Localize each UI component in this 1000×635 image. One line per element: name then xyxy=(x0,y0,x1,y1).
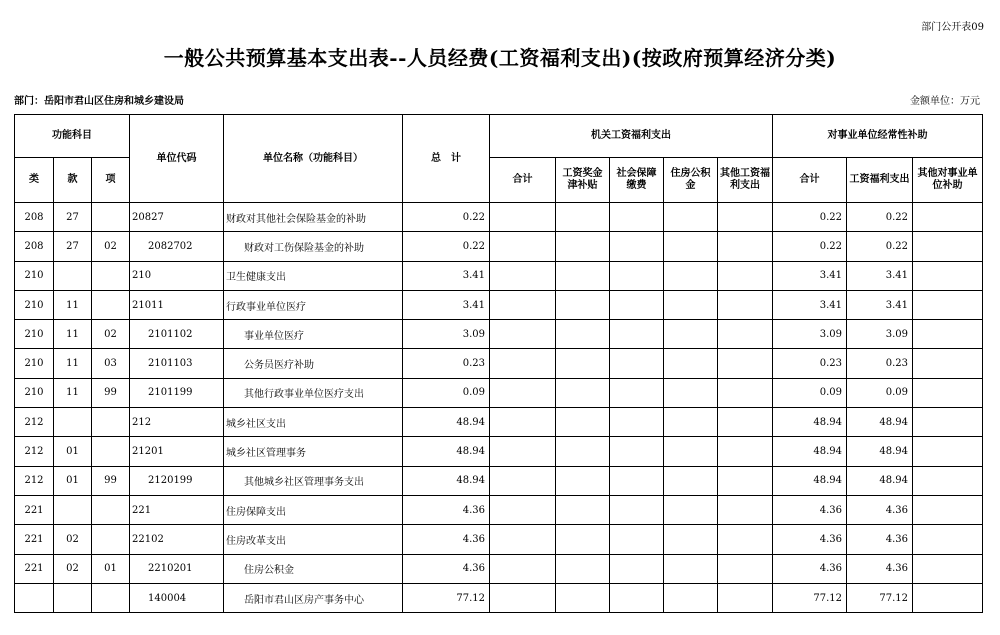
cell-unit-code: 2120199 xyxy=(130,466,224,495)
cell-xiang xyxy=(92,261,130,290)
cell-organ-salary xyxy=(556,525,610,554)
cell-unit-name: 住房公积金 xyxy=(224,554,403,583)
cell-organ-other xyxy=(718,583,773,612)
cell-xiang xyxy=(92,290,130,319)
table-row xyxy=(15,261,983,290)
cell-organ-salary xyxy=(556,261,610,290)
cell-organ-social xyxy=(610,349,664,378)
cell-inst-other xyxy=(913,466,983,495)
cell-total: 4.36 xyxy=(403,525,490,554)
cell-organ-housing xyxy=(664,349,718,378)
cell-organ-salary xyxy=(556,290,610,319)
cell-organ-total xyxy=(490,583,556,612)
cell-unit-code: 210 xyxy=(130,261,224,290)
header-organ-group: 机关工资福利支出 xyxy=(490,115,773,158)
cell-lei: 210 xyxy=(15,349,54,378)
cell-kuan xyxy=(54,408,92,437)
cell-inst-welfare: 3.41 xyxy=(847,261,913,290)
table-row xyxy=(15,495,983,524)
cell-lei: 208 xyxy=(15,232,54,261)
cell-xiang xyxy=(92,408,130,437)
cell-inst-total: 48.94 xyxy=(773,466,847,495)
cell-inst-welfare: 0.22 xyxy=(847,203,913,232)
amount-unit-label: 金额单位：万元 xyxy=(910,96,980,107)
cell-organ-housing xyxy=(664,408,718,437)
cell-total: 48.94 xyxy=(403,437,490,466)
cell-lei: 210 xyxy=(15,290,54,319)
table-row xyxy=(15,232,983,261)
cell-lei xyxy=(15,583,54,612)
cell-organ-housing xyxy=(664,290,718,319)
cell-organ-salary xyxy=(556,320,610,349)
form-tag: 部门公开表09 xyxy=(921,22,984,33)
header-func-subject: 功能科目 xyxy=(15,115,130,158)
cell-inst-welfare: 3.41 xyxy=(847,290,913,319)
cell-organ-total xyxy=(490,466,556,495)
cell-lei: 212 xyxy=(15,466,54,495)
cell-organ-housing xyxy=(664,232,718,261)
cell-total: 0.22 xyxy=(403,232,490,261)
cell-organ-housing xyxy=(664,203,718,232)
cell-organ-social xyxy=(610,232,664,261)
table-body xyxy=(15,203,983,613)
cell-organ-other xyxy=(718,203,773,232)
header-organ-social: 社会保障缴费 xyxy=(610,158,664,203)
cell-inst-welfare: 48.94 xyxy=(847,437,913,466)
cell-inst-other xyxy=(913,232,983,261)
cell-inst-other xyxy=(913,525,983,554)
cell-organ-social xyxy=(610,495,664,524)
cell-organ-salary xyxy=(556,554,610,583)
cell-total: 0.09 xyxy=(403,378,490,407)
cell-xiang xyxy=(92,495,130,524)
cell-kuan: 27 xyxy=(54,232,92,261)
cell-organ-salary xyxy=(556,437,610,466)
cell-unit-name: 其他城乡社区管理事务支出 xyxy=(224,466,403,495)
cell-xiang xyxy=(92,203,130,232)
cell-inst-welfare: 48.94 xyxy=(847,408,913,437)
cell-organ-social xyxy=(610,583,664,612)
cell-kuan: 11 xyxy=(54,378,92,407)
cell-lei: 210 xyxy=(15,261,54,290)
cell-inst-other xyxy=(913,320,983,349)
cell-unit-code: 212 xyxy=(130,408,224,437)
cell-organ-total xyxy=(490,554,556,583)
cell-xiang: 03 xyxy=(92,349,130,378)
header-inst-total: 合计 xyxy=(773,158,847,203)
cell-organ-housing xyxy=(664,378,718,407)
cell-inst-total: 0.09 xyxy=(773,378,847,407)
cell-unit-name: 公务员医疗补助 xyxy=(224,349,403,378)
cell-inst-welfare: 0.22 xyxy=(847,232,913,261)
department-label: 部门：岳阳市君山区住房和城乡建设局 xyxy=(14,96,184,107)
cell-kuan xyxy=(54,495,92,524)
header-inst-welfare: 工资福利支出 xyxy=(847,158,913,203)
table-row xyxy=(15,408,983,437)
cell-xiang: 02 xyxy=(92,320,130,349)
cell-organ-total xyxy=(490,437,556,466)
cell-inst-total: 0.22 xyxy=(773,232,847,261)
cell-organ-social xyxy=(610,261,664,290)
cell-organ-other xyxy=(718,525,773,554)
header-xiang: 项 xyxy=(92,158,130,203)
table-row xyxy=(15,554,983,583)
header-inst-group: 对事业单位经常性补助 xyxy=(773,115,983,158)
header-organ-housing: 住房公积金 xyxy=(664,158,718,203)
cell-inst-welfare: 4.36 xyxy=(847,495,913,524)
cell-inst-total: 0.23 xyxy=(773,349,847,378)
cell-organ-salary xyxy=(556,408,610,437)
cell-xiang: 99 xyxy=(92,378,130,407)
cell-unit-name: 财政对其他社会保险基金的补助 xyxy=(224,203,403,232)
cell-organ-salary xyxy=(556,495,610,524)
cell-inst-welfare: 4.36 xyxy=(847,554,913,583)
cell-lei: 210 xyxy=(15,320,54,349)
cell-inst-other xyxy=(913,554,983,583)
cell-inst-other xyxy=(913,349,983,378)
cell-xiang: 01 xyxy=(92,554,130,583)
cell-organ-social xyxy=(610,290,664,319)
cell-organ-other xyxy=(718,437,773,466)
cell-inst-welfare: 3.09 xyxy=(847,320,913,349)
cell-organ-social xyxy=(610,408,664,437)
cell-inst-total: 0.22 xyxy=(773,203,847,232)
cell-inst-other xyxy=(913,203,983,232)
cell-unit-name: 住房改革支出 xyxy=(224,525,403,554)
cell-lei: 221 xyxy=(15,554,54,583)
cell-organ-salary xyxy=(556,203,610,232)
cell-lei: 212 xyxy=(15,408,54,437)
page-title: 一般公共预算基本支出表--人员经费(工资福利支出)(按政府预算经济分类) xyxy=(163,46,837,70)
cell-kuan xyxy=(54,583,92,612)
cell-organ-total xyxy=(490,495,556,524)
cell-organ-other xyxy=(718,232,773,261)
cell-inst-other xyxy=(913,408,983,437)
header-lei: 类 xyxy=(15,158,54,203)
cell-inst-welfare: 0.09 xyxy=(847,378,913,407)
cell-lei: 221 xyxy=(15,525,54,554)
cell-unit-code: 21201 xyxy=(130,437,224,466)
cell-organ-salary xyxy=(556,583,610,612)
cell-inst-welfare: 48.94 xyxy=(847,466,913,495)
cell-inst-welfare: 4.36 xyxy=(847,525,913,554)
table-row xyxy=(15,290,983,319)
cell-unit-name: 城乡社区管理事务 xyxy=(224,437,403,466)
cell-organ-salary xyxy=(556,378,610,407)
cell-xiang xyxy=(92,437,130,466)
cell-organ-other xyxy=(718,261,773,290)
cell-kuan: 27 xyxy=(54,203,92,232)
cell-unit-name: 岳阳市君山区房产事务中心 xyxy=(224,583,403,612)
header-organ-salary: 工资奖金津补贴 xyxy=(556,158,610,203)
cell-total: 3.41 xyxy=(403,290,490,319)
cell-organ-housing xyxy=(664,437,718,466)
header-organ-other: 其他工资福利支出 xyxy=(718,158,773,203)
cell-kuan: 02 xyxy=(54,525,92,554)
cell-lei: 212 xyxy=(15,437,54,466)
cell-organ-social xyxy=(610,554,664,583)
cell-organ-total xyxy=(490,290,556,319)
cell-inst-total: 3.41 xyxy=(773,261,847,290)
cell-organ-housing xyxy=(664,495,718,524)
cell-unit-code: 2082702 xyxy=(130,232,224,261)
cell-xiang xyxy=(92,525,130,554)
cell-inst-total: 77.12 xyxy=(773,583,847,612)
header-inst-other: 其他对事业单位补助 xyxy=(913,158,983,203)
cell-total: 77.12 xyxy=(403,583,490,612)
header-total: 总 计 xyxy=(403,115,490,203)
cell-organ-housing xyxy=(664,525,718,554)
cell-organ-social xyxy=(610,378,664,407)
cell-inst-total: 48.94 xyxy=(773,437,847,466)
table-row xyxy=(15,466,983,495)
cell-unit-name: 财政对工伤保险基金的补助 xyxy=(224,232,403,261)
cell-inst-welfare: 0.23 xyxy=(847,349,913,378)
cell-total: 3.41 xyxy=(403,261,490,290)
cell-organ-housing xyxy=(664,320,718,349)
cell-unit-name: 其他行政事业单位医疗支出 xyxy=(224,378,403,407)
cell-xiang xyxy=(92,583,130,612)
cell-unit-name: 事业单位医疗 xyxy=(224,320,403,349)
table-row xyxy=(15,437,983,466)
cell-organ-total xyxy=(490,232,556,261)
cell-organ-housing xyxy=(664,466,718,495)
cell-kuan: 11 xyxy=(54,290,92,319)
cell-inst-other xyxy=(913,437,983,466)
cell-unit-code: 21011 xyxy=(130,290,224,319)
cell-inst-welfare: 77.12 xyxy=(847,583,913,612)
cell-organ-social xyxy=(610,320,664,349)
cell-organ-total xyxy=(490,320,556,349)
header-unit-code: 单位代码 xyxy=(130,115,224,203)
cell-unit-code: 2210201 xyxy=(130,554,224,583)
cell-organ-other xyxy=(718,408,773,437)
cell-organ-other xyxy=(718,495,773,524)
cell-xiang: 99 xyxy=(92,466,130,495)
cell-inst-total: 4.36 xyxy=(773,525,847,554)
cell-unit-code: 22102 xyxy=(130,525,224,554)
cell-lei: 221 xyxy=(15,495,54,524)
cell-inst-total: 3.09 xyxy=(773,320,847,349)
cell-inst-other xyxy=(913,495,983,524)
cell-organ-other xyxy=(718,290,773,319)
cell-organ-other xyxy=(718,466,773,495)
cell-total: 4.36 xyxy=(403,554,490,583)
cell-organ-total xyxy=(490,408,556,437)
cell-unit-name: 住房保障支出 xyxy=(224,495,403,524)
cell-organ-salary xyxy=(556,349,610,378)
cell-unit-code: 221 xyxy=(130,495,224,524)
cell-organ-social xyxy=(610,466,664,495)
table-row xyxy=(15,583,983,612)
cell-xiang: 02 xyxy=(92,232,130,261)
cell-total: 0.23 xyxy=(403,349,490,378)
cell-total: 4.36 xyxy=(403,495,490,524)
cell-kuan: 01 xyxy=(54,437,92,466)
cell-unit-code: 2101102 xyxy=(130,320,224,349)
table-row xyxy=(15,203,983,232)
cell-inst-total: 3.41 xyxy=(773,290,847,319)
cell-kuan: 11 xyxy=(54,320,92,349)
cell-kuan xyxy=(54,261,92,290)
cell-kuan: 11 xyxy=(54,349,92,378)
cell-total: 0.22 xyxy=(403,203,490,232)
cell-organ-total xyxy=(490,349,556,378)
cell-organ-housing xyxy=(664,554,718,583)
cell-organ-other xyxy=(718,554,773,583)
cell-organ-salary xyxy=(556,232,610,261)
cell-organ-total xyxy=(490,378,556,407)
cell-inst-other xyxy=(913,261,983,290)
cell-unit-code: 20827 xyxy=(130,203,224,232)
cell-organ-other xyxy=(718,349,773,378)
cell-inst-other xyxy=(913,290,983,319)
cell-unit-code: 2101199 xyxy=(130,378,224,407)
cell-lei: 210 xyxy=(15,378,54,407)
table-row xyxy=(15,378,983,407)
cell-organ-total xyxy=(490,525,556,554)
cell-organ-social xyxy=(610,525,664,554)
cell-unit-name: 卫生健康支出 xyxy=(224,261,403,290)
cell-total: 48.94 xyxy=(403,408,490,437)
cell-inst-other xyxy=(913,583,983,612)
cell-kuan: 02 xyxy=(54,554,92,583)
cell-unit-code: 140004 xyxy=(130,583,224,612)
cell-kuan: 01 xyxy=(54,466,92,495)
cell-organ-housing xyxy=(664,583,718,612)
cell-total: 3.09 xyxy=(403,320,490,349)
cell-unit-name: 行政事业单位医疗 xyxy=(224,290,403,319)
cell-inst-total: 4.36 xyxy=(773,554,847,583)
cell-organ-social xyxy=(610,203,664,232)
cell-organ-salary xyxy=(556,466,610,495)
cell-organ-total xyxy=(490,203,556,232)
cell-organ-other xyxy=(718,320,773,349)
table-row xyxy=(15,320,983,349)
cell-unit-code: 2101103 xyxy=(130,349,224,378)
table-row xyxy=(15,525,983,554)
cell-total: 48.94 xyxy=(403,466,490,495)
cell-organ-social xyxy=(610,437,664,466)
header-organ-total: 合计 xyxy=(490,158,556,203)
header-unit-name: 单位名称（功能科目） xyxy=(224,115,403,203)
budget-table xyxy=(14,114,983,613)
cell-organ-total xyxy=(490,261,556,290)
cell-lei: 208 xyxy=(15,203,54,232)
cell-inst-total: 48.94 xyxy=(773,408,847,437)
header-kuan: 款 xyxy=(54,158,92,203)
cell-inst-other xyxy=(913,378,983,407)
cell-unit-name: 城乡社区支出 xyxy=(224,408,403,437)
cell-inst-total: 4.36 xyxy=(773,495,847,524)
cell-organ-housing xyxy=(664,261,718,290)
cell-organ-other xyxy=(718,378,773,407)
table-row xyxy=(15,349,983,378)
